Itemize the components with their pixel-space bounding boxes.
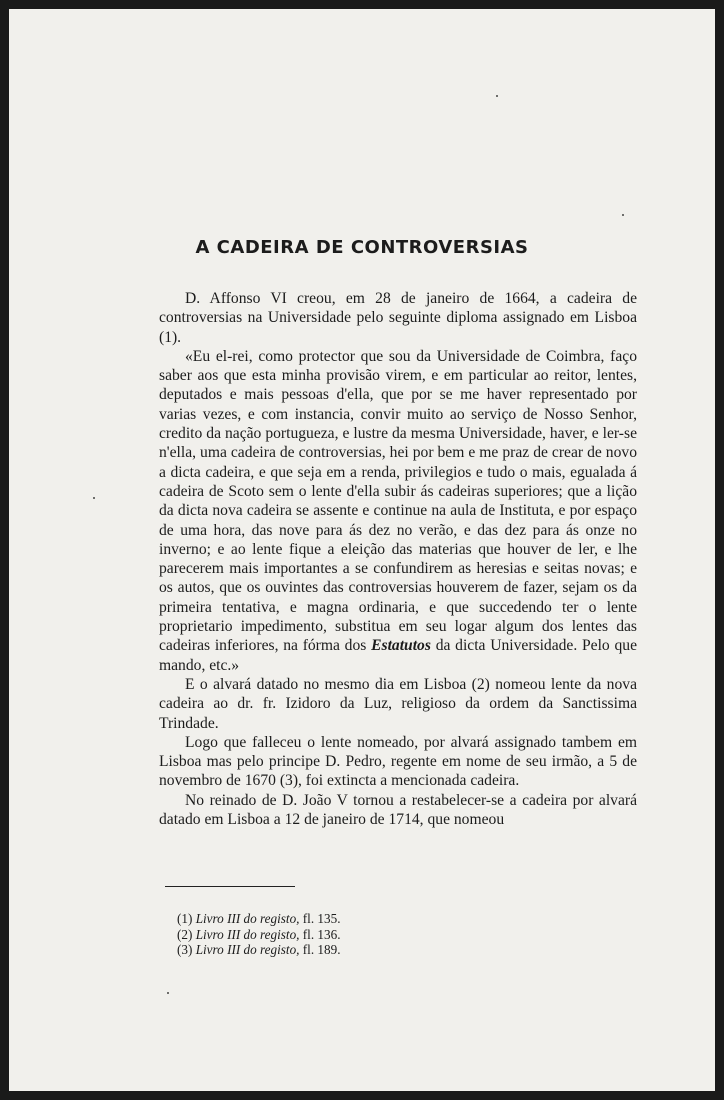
paragraph-2-text: «Eu el-rei, como protector que sou da Universidade de Coimbra, faço saber aos que esta minha provisão virem, e em particular ao reitor, lentes, deputados e mais pessoas d'ella, que por se me haver representado por varias vezes, e com instancia, convir muito ao serviço de Nosso Senhor, credito da nação portugueza, e lustre da mesma Universidade, haver, e ler-se n'ella, uma cadeira de controversias, hei por bem e me praz de crear de novo a dicta cadeira, e que seja em a renda, privilegios e tudo o mais, egualada á cadeira de Scoto sem o lente d'ella subir ás cadeiras superiores; que a lição da dicta nova cadeira se assente e continue na aula de Instituta, e por espaço de uma hora, das nove para ás dez no verão, e das dez para ás onze no inverno; e ao lente fique a eleição das materias que houver de ler, e lhe parecerem mais importantes a se confundirem as heresias e seitas novas; e os autos, que os ouvintes das controversias houverem de fazer, sejam os da primeira tentativa, e magna ordinaria, e que succedendo ter o lente proprietario impedimento, substitua em seu logar algum dos lentes das cadeiras inferiores, na fórma dos xyxy=(159,347,637,655)
paper-speck xyxy=(496,95,498,97)
chapter-title: A CADEIRA DE CONTROVERSIAS xyxy=(195,237,529,258)
paragraph-1: D. Affonso VI creou, em 28 de janeiro de 1664, a cadeira de controversias na Universidade pelo seguinte diploma assignado em Lisboa (1). xyxy=(159,290,637,346)
footnote-3 xyxy=(177,942,597,958)
footnote-1 xyxy=(177,911,597,927)
paragraph-2-end: da dicta Universidade. Pelo que mando, etc.» xyxy=(159,637,637,674)
footnote-ref: fl. 136. xyxy=(302,926,341,942)
paper-speck xyxy=(167,992,169,994)
footnote-number: (2) xyxy=(177,926,193,942)
paragraph-4: Logo que falleceu o lente nomeado, por alvará assignado tambem em Lisboa mas pelo principe D. Pedro, regente em nome de seu irmão, a 5 de novembro de 1670 (3), foi extincta a mencionada cadeira. xyxy=(159,733,637,790)
paragraph-5: No reinado de D. João V tornou a restabelecer-se a cadeira por alvará datado em Lisboa a 12 de janeiro de 1714, que nomeou xyxy=(159,791,637,829)
body-text xyxy=(159,289,637,829)
paper-speck xyxy=(93,497,95,499)
footnote-number: (3) xyxy=(177,942,193,957)
book-page xyxy=(9,9,715,1091)
paragraph-2 xyxy=(159,347,637,675)
footnotes xyxy=(177,911,597,958)
statutes-italic: Estatutos xyxy=(371,637,431,655)
footnote-source: Livro III do registo, xyxy=(195,926,300,942)
paper-speck xyxy=(622,214,624,216)
footnote-divider xyxy=(165,886,295,887)
footnote-2 xyxy=(177,927,597,943)
footnote-ref: fl. 189. xyxy=(302,942,341,957)
footnote-source: Livro III do registo, xyxy=(195,911,300,926)
footnote-number: (1) xyxy=(177,911,193,926)
footnote-source: Livro III do registo, xyxy=(195,942,300,957)
footnote-ref: fl. 135. xyxy=(302,911,341,926)
paragraph-3: E o alvará datado no mesmo dia em Lisboa (2) nomeou lente da nova cadeira ao dr. fr. Izidoro da Luz, religioso da ordem da Sanctissima Trindade. xyxy=(159,675,637,732)
